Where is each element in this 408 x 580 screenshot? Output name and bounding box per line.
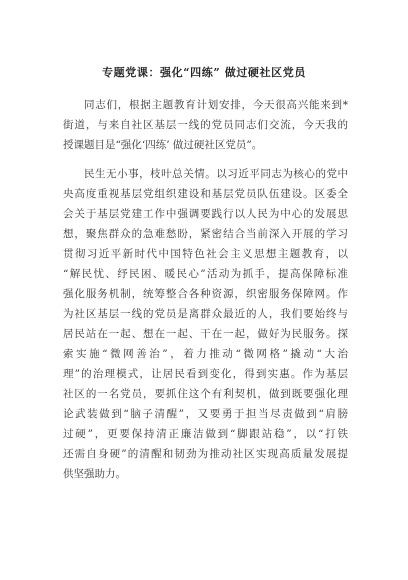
paragraph-2-line-6: “解民忧、纾民困、暖民心”活动为抓手，提高保障标准 [63, 268, 348, 280]
paragraph-2-line-8: 为社区基层一线的党员是离群众最近的人，我们要始终与 [63, 308, 348, 320]
paragraph-1-line-1: 同志们，根据主题教育计划安排，今天很高兴能来到* [84, 99, 348, 111]
paragraph-2-line-13: 论武装做到“脑子清醒”，又要勇于担当尽责做到“肩膀 [63, 408, 348, 420]
paragraph-2-line-9: 居民站在一起、想在一起、干在一起，做好为民服务。探 [63, 328, 348, 340]
paragraph-2-line-12: 社区的一名党员，要抓住这个有利契机，做到既要强化理 [63, 388, 348, 400]
paragraph-2-line-5: 贯彻习近平新时代中国特色社会主义思想主题教育，以 [63, 248, 348, 260]
paragraph-2-line-15: 还需自身硬”的清醒和韧劲为推动社区实现高质量发展提 [63, 448, 348, 460]
document-title: 专题党课：强化“四练” 做过硬社区党员 [102, 66, 306, 79]
paragraph-2-line-2: 央高度重视基层党组织建设和基层党员队伍建设。区委全 [63, 188, 348, 200]
paragraph-2-line-3: 会关于基层党建工作中强调要践行以人民为中心的发展思 [63, 208, 348, 220]
paragraph-2-line-14: 过硬”，更要保持清正廉洁做到“脚跟站稳”，以“打铁 [63, 428, 348, 440]
paragraph-1-line-3: 授课题目是“强化‘四练’ 做过硬社区党员”。 [63, 139, 263, 151]
paragraph-2-line-4: 想，聚焦群众的急难愁盼，紧密结合当前深入开展的学习 [63, 228, 348, 240]
paragraph-2-line-10: 索实施“微网善治”，着力推动“微网格”撬动“大治 [63, 348, 348, 360]
paragraph-2-line-7: 强化服务机制，统筹整合各种资源，织密服务保障网。作 [63, 288, 348, 300]
paragraph-2-line-16: 供坚强助力。 [63, 468, 126, 480]
paragraph-2-line-11: 理”的治理模式，让居民看到变化，得到实惠。作为基层 [63, 368, 348, 380]
paragraph-1-line-2: 街道，与来自社区基层一线的党员同志们交流，今天我的 [63, 119, 348, 131]
paragraph-2-line-1: 民生无小事，枝叶总关情。以习近平同志为核心的党中 [84, 168, 348, 180]
